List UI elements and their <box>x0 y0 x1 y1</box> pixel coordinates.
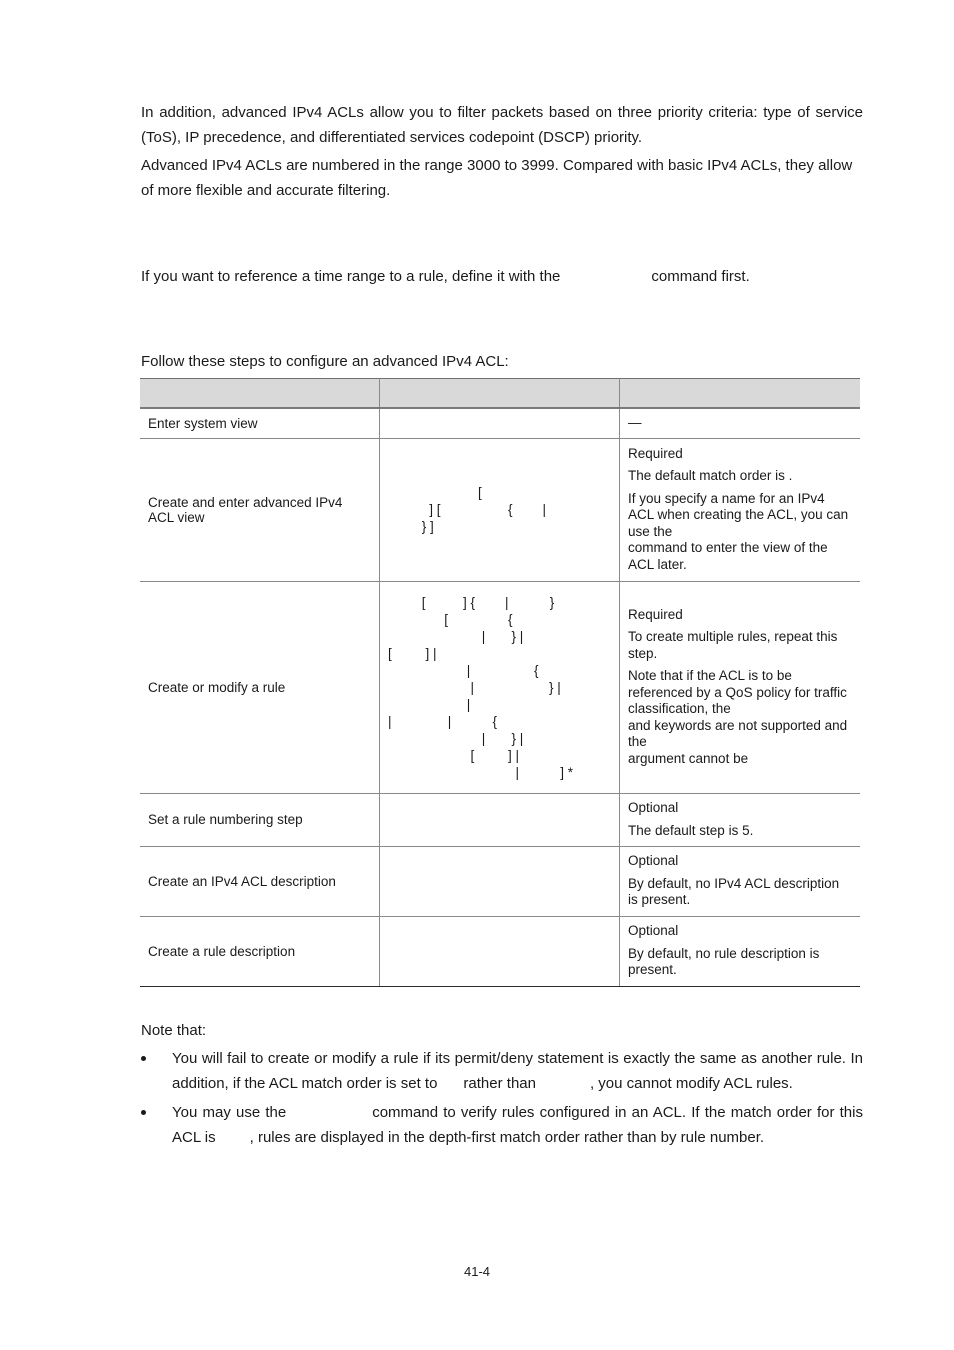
note-bullet-1-part-a: You will fail to create or modify a rule if its permit/deny statement is exactly the same as another rule. In addition, if the ACL match order is set to <box>172 1050 863 1092</box>
command-cell <box>380 846 620 916</box>
remark-line: Optional <box>628 923 679 939</box>
header-cell-command <box>380 379 620 409</box>
steps-intro: Follow these steps to configure an advanced IPv4 ACL: <box>141 353 509 370</box>
note-bullet-list <box>141 1046 863 1154</box>
intro-paragraph-2: Advanced IPv4 ACLs are numbered in the range 3000 to 3999. Compared with basic IPv4 ACLs, they allow of more flexible and accurate filtering. <box>141 157 853 199</box>
command-cell <box>380 438 620 581</box>
remark-line: The default step is 5. <box>628 822 754 838</box>
time-range-note-after: command first. <box>651 268 750 285</box>
header-cell-task <box>140 379 380 409</box>
command-cell <box>380 916 620 986</box>
note-bullet-2-part-c: , rules are displayed in the depth-first match order rather than by rule number. <box>249 1129 765 1146</box>
header-cell-remarks <box>620 379 861 409</box>
table-row <box>140 581 860 793</box>
page-number: 41-4 <box>463 1264 491 1279</box>
note-bullet-2-part-b: command to verify rules configured in an ACL. If the match order for this ACL is <box>172 1104 863 1146</box>
remark-line: command to enter the view of the ACL later. <box>628 540 828 572</box>
table-row <box>140 438 860 581</box>
remark-line: To create multiple rules, repeat this step. <box>628 629 838 661</box>
remark-line: Required <box>628 606 683 622</box>
remark-line: Note that if the ACL is to be referenced by a QoS policy for traffic classification, the <box>628 668 847 717</box>
command-line: ] [ { | <box>388 502 547 517</box>
time-range-note <box>141 264 863 289</box>
task-cell: Enter system view <box>140 408 380 438</box>
note-bullet-2-part-a: You may use the <box>172 1104 287 1121</box>
list-item <box>141 1046 863 1096</box>
task-cell: Create and enter advanced IPv4 ACL view <box>140 438 380 581</box>
time-range-note-before: If you want to reference a time range to a rule, define it with the <box>141 268 561 285</box>
remarks-cell <box>620 438 861 581</box>
intro-paragraph-1: In addition, advanced IPv4 ACLs allow you to filter packets based on three priority criteria: type of service (ToS), IP precedence, and differentiated services codepoint (DSCP) priority. <box>141 104 863 146</box>
command-line: } ] <box>388 519 434 534</box>
task-cell: Create or modify a rule <box>140 581 380 793</box>
command-line: | { <box>388 662 539 678</box>
bullet-icon <box>141 1056 146 1061</box>
config-steps-table <box>140 378 860 987</box>
task-cell: Create a rule description <box>140 916 380 986</box>
command-line: | } | <box>388 679 561 695</box>
command-line: [ ] | <box>388 747 520 763</box>
remark-line: By default, no IPv4 ACL description is present. <box>628 875 840 908</box>
command-cell <box>380 581 620 793</box>
note-bullet-1-part-c: , you cannot modify ACL rules. <box>589 1075 793 1092</box>
command-line: [ <box>388 485 482 500</box>
command-cell <box>380 408 620 438</box>
command-line: | <box>388 696 471 712</box>
command-line: | } | <box>388 628 524 644</box>
remark-line: If you specify a name for an IPv4 ACL when creating the ACL, you can use the <box>628 490 849 539</box>
remark-line: The default match order is . <box>628 468 793 484</box>
task-cell: Set a rule numbering step <box>140 793 380 846</box>
remarks-cell <box>620 846 861 916</box>
remark-line: Optional <box>628 853 679 869</box>
bullet-icon <box>141 1110 146 1115</box>
command-line: | ] * <box>388 764 574 780</box>
remark-line: Optional <box>628 800 679 815</box>
remarks-cell <box>620 581 861 793</box>
command-line: [ { <box>388 611 513 627</box>
command-line: [ ] { | } <box>388 594 555 610</box>
remark-line: — <box>628 415 642 430</box>
remark-line: By default, no rule description is present. <box>628 945 820 978</box>
list-item <box>141 1100 863 1150</box>
note-bullet-1-part-b: rather than <box>463 1075 536 1092</box>
table-row <box>140 916 860 986</box>
note-title: Note that: <box>141 1022 207 1039</box>
command-line: | } | <box>388 730 524 746</box>
table-row <box>140 408 860 438</box>
remarks-cell <box>620 916 861 986</box>
remark-line: and keywords are not supported and the <box>628 717 848 750</box>
task-cell: Create an IPv4 ACL description <box>140 846 380 916</box>
command-line: [ ] | <box>388 645 437 661</box>
table-header-row <box>140 379 860 409</box>
table-row <box>140 846 860 916</box>
remarks-cell <box>620 408 861 438</box>
remark-line: argument cannot be <box>628 750 749 766</box>
remark-line: Required <box>628 445 683 461</box>
command-cell <box>380 793 620 846</box>
table-row <box>140 793 860 846</box>
command-line: | | { <box>388 713 498 729</box>
remarks-cell <box>620 793 861 846</box>
